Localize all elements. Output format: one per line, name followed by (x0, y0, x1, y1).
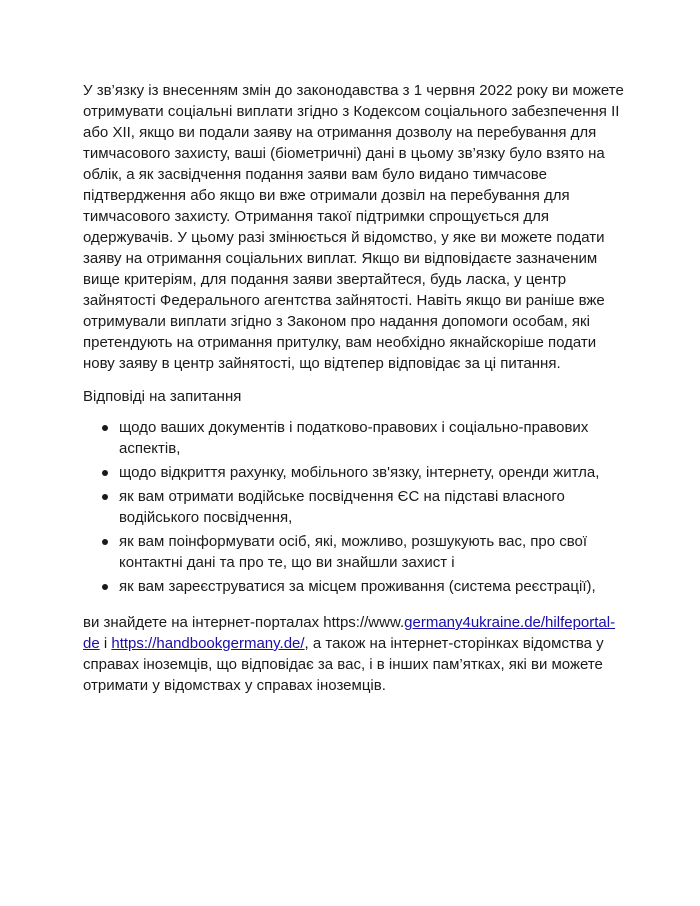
closing-text-1: ви знайдете на інтернет-порталах https://www. (83, 614, 405, 631)
closing-paragraph (83, 612, 628, 696)
bullet-icon (102, 539, 108, 545)
list-item (83, 576, 628, 597)
intro-paragraph: У зв’язку із внесенням змін до законодавства з 1 червня 2022 року ви можете отримувати соціальні виплати згідно з Кодексом соціального забезпечення II або XII, якщо ви подали заяву на отримання дозволу на перебування для тимчасового захисту, ваші (біометричні) дані в цьому зв’язку було взято на облік, а як засвідчення подання заяви вам було видано тимчасове підтвердження або якщо ви вже отримали дозвіл на перебування для тимчасового захисту. Отримання такої підтримки спрощується для одержувачів. У цьому разі змінюється й відомство, у яке ви можете подати заяву на отримання соціальних виплат. Якщо ви відповідаєте зазначеним вище критеріям, для подання заяви звертайтеся, будь ласка, у центр зайнятості Федерального агентства зайнятості. Навіть якщо ви раніше вже отримували виплати згідно з Законом про надання допомоги особам, які претендують на отримання притулку, вам необхідно якнайскоріше подати нову заяву в центр зайнятості, що відтепер відповідає за ці питання. (83, 82, 624, 372)
list-item (83, 462, 628, 483)
bullet-icon (102, 494, 108, 500)
answers-list (83, 417, 628, 597)
closing-text-3: , а також на інтернет-сторінках відомства у справах іноземців, що відповідає за вас, і в інших пам’ятках, які ви можете отримати у відомствах у справах іноземців. (83, 635, 604, 694)
list-item-text: як вам отримати водійське посвідчення ЄС на підставі власного водійського посвідчення, (119, 488, 565, 526)
list-item-text: як вам зареєструватися за місцем проживання (система реєстрації), (119, 578, 596, 595)
list-item (83, 486, 628, 528)
handbookgermany-link[interactable]: https://handbookgermany.de/ (111, 635, 305, 652)
answers-heading: Відповіді на запитання (83, 388, 242, 405)
germany4ukraine-link[interactable]: germany4ukraine.de/hilfeportal-de (83, 614, 616, 652)
list-item-text: щодо відкриття рахунку, мобільного зв'язку, інтернету, оренди житла, (119, 464, 600, 481)
closing-text-2: і (99, 635, 112, 652)
list-item (83, 531, 628, 573)
document-body (83, 80, 628, 696)
bullet-icon (102, 425, 108, 431)
list-item-text: як вам поінформувати осіб, які, можливо, розшукують вас, про свої контактні дані та про те, що ви знайшли захист і (119, 533, 588, 571)
list-item-text: щодо ваших документів і податково-правових і соціально-правових аспектів, (119, 419, 589, 457)
bullet-icon (102, 584, 108, 590)
list-item (83, 417, 628, 459)
bullet-icon (102, 470, 108, 476)
